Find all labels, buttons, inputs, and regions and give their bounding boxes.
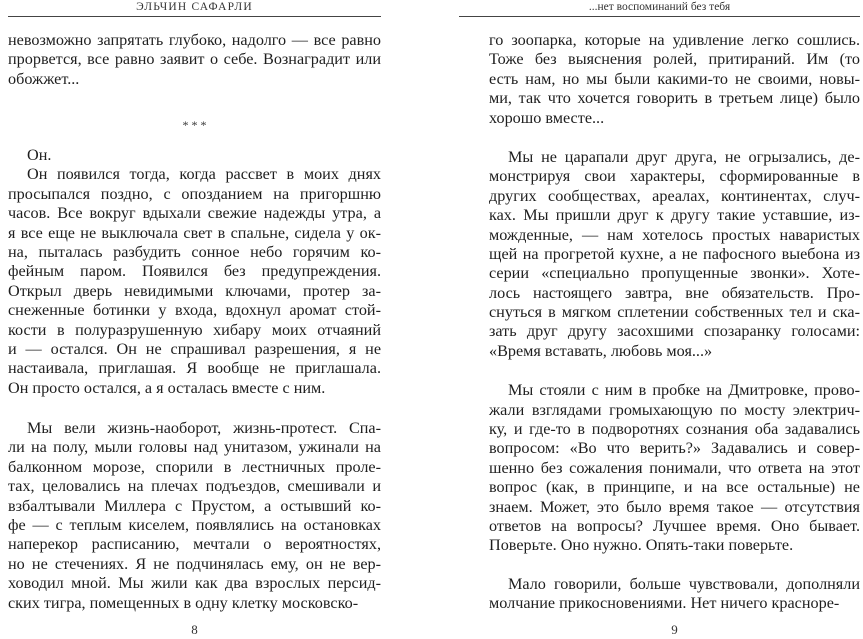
running-head-author: ЭЛЬЧИН САФАРЛИ xyxy=(8,0,381,17)
right-page xyxy=(489,0,860,639)
text-line: ми, так что хочется говорить в третьем лице) было xyxy=(489,89,860,108)
paragraph xyxy=(8,146,381,165)
left-page xyxy=(8,0,381,639)
text-line: щей на прогретой кухне, а не пафосного выебона из xyxy=(489,244,860,263)
text-line: Поверьте. Оно нужно. Опять-таки поверьте. xyxy=(489,536,794,555)
paragraph xyxy=(8,419,381,613)
text-line: фе — с теплым киселем, появлялись на остановках xyxy=(8,516,381,535)
text-line: шенно без сожаления понимали, что ответа на этот xyxy=(489,458,860,477)
paragraph xyxy=(489,575,860,614)
text-line: Тоже без выяснения ролей, притираний. Им (то xyxy=(489,50,860,69)
text-line: Мы не царапали друг друга, не огрызались, де- xyxy=(508,147,860,166)
text-line: можденные, — нам хотелось простых наваристых xyxy=(489,225,860,244)
text-line: Мало говорили, больше чувствовали, дополняли xyxy=(508,574,860,593)
text-line: есть нам, но мы были какими-то не своими, новы- xyxy=(489,69,860,88)
text-line: знаем. Может, это было время такое — отсутствия xyxy=(489,497,860,516)
text-line: ховодил мной. Мы жили как два взрослых персид- xyxy=(8,574,381,593)
text-line: просыпался поздно, с опозданием на пригоршню xyxy=(8,184,381,203)
text-line: тах, целовались на плечах подъездов, смешивали и xyxy=(8,477,381,496)
text-line: ответов на вопросы? Лучшее время. Оно бывает. xyxy=(489,516,860,535)
text-line: но не стечениях. Я не подчинялась ему, он не вер- xyxy=(8,554,381,573)
text-line: ку, и где-то в подворотнях сознания оба задавались xyxy=(489,420,860,439)
text-line: и — остался. Он не спрашивал разрешения, я не xyxy=(8,339,381,358)
text-line: Он появился тогда, когда рассвет в моих днях xyxy=(27,165,381,184)
running-head-title: ...нет воспоминаний без тебя xyxy=(459,0,860,17)
text-block-main xyxy=(489,31,860,614)
section-separator: * * * xyxy=(182,118,207,132)
text-line: других сообществах, ареалах, континентах, случ- xyxy=(489,186,860,205)
text-line: снеженные ботинки у входа, вдохнул аромат стой- xyxy=(8,301,381,320)
text-line: часов. Все вокруг вдыхали свежие надежды утра, а xyxy=(8,204,381,223)
text-line: вопрос (как, в принципе, и на все остальные) не xyxy=(489,478,860,497)
text-line: Мы стояли с ним в пробке на Дмитровке, прово- xyxy=(508,381,860,400)
text-line: снуться в мягком сплетении собственных тел и ска- xyxy=(489,303,860,322)
text-line: го зоопарка, которые на удивление легко сошлись. xyxy=(489,31,860,49)
text-line: кости в полуразрушенную хибару моих отчаяний xyxy=(8,320,381,339)
text-block-top xyxy=(8,31,381,89)
text-line: ских тигра, помещенных в одну клетку московско- xyxy=(8,593,359,612)
paragraph xyxy=(489,381,860,556)
text-line: Он. xyxy=(27,146,52,164)
text-line: зать друг другу засохшими спозаранку голосами: xyxy=(489,322,860,341)
text-line: балконном морозе, спорили в лестничных проле- xyxy=(8,457,381,476)
text-line: монстрируя свои характеры, сформированные в xyxy=(489,167,860,186)
page-number: 9 xyxy=(671,622,678,637)
text-line: наперекор расписанию, мечтали о вероятностях, xyxy=(8,535,381,554)
text-line: ли на полу, мыли головы над унитазом, ужинали на xyxy=(8,438,381,457)
text-line: невозможно запрятать глубоко, надолго — все равно xyxy=(8,31,381,49)
text-line: взбалтывали Миллера с Прустом, а остывший ко- xyxy=(8,496,381,515)
paragraph xyxy=(489,31,860,128)
text-line: Открыл дверь невидимыми ключами, протер за- xyxy=(8,281,381,300)
text-line: Он просто остался, а я осталась вместе с ним. xyxy=(8,378,326,397)
text-line: серии «специально пропущенные звонки». Хоте- xyxy=(489,264,860,283)
text-line: на, пыталась разбудить сонное небо горячим ко- xyxy=(8,242,381,261)
text-line: хорошо вместе... xyxy=(489,108,605,127)
text-line: ках. Мы пришли друг к другу такие уставшие, из- xyxy=(489,206,860,225)
text-line: лось настоящего завтра, вне обязательств. Про- xyxy=(489,283,860,302)
paragraph xyxy=(8,165,381,398)
text-line: вопросом: «Во что верить?» Задавались и совер- xyxy=(489,439,860,458)
paragraph xyxy=(8,31,381,89)
text-line: «Время вставать, любовь моя...» xyxy=(489,341,713,360)
text-line: прорвется, все равно заявит о себе. Вознаградит или xyxy=(8,50,381,69)
text-line: обожжет... xyxy=(8,69,80,88)
text-line: фейным паром. Появился без предупреждения. xyxy=(8,262,381,281)
page-number: 8 xyxy=(191,622,198,637)
text-block-main xyxy=(8,146,381,613)
text-line: я все еще не выключала свет в спальне, сидела у ок- xyxy=(8,223,381,242)
text-line: Мы вели жизнь-наоборот, жизнь-протест. Спа- xyxy=(27,419,381,438)
text-line: молчание прикосновениями. Нет ничего красноре- xyxy=(489,594,840,613)
text-line: жали взглядами громыхающую по мосту электрич- xyxy=(489,400,860,419)
text-line: настаивала, приглашая. Я вообще не приглашала. xyxy=(8,359,381,378)
paragraph xyxy=(489,148,860,361)
